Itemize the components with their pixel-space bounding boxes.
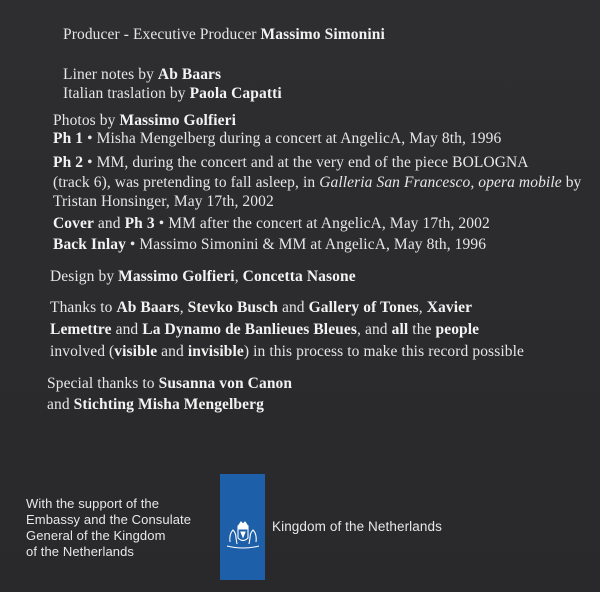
photo-2-credit-line1 bbox=[53, 153, 529, 173]
thanks-name: Lemettre bbox=[50, 321, 112, 338]
photo-1-credit bbox=[53, 129, 501, 149]
netherlands-emblem bbox=[220, 474, 265, 580]
special-and: and bbox=[47, 396, 74, 413]
royal-crest-icon bbox=[224, 520, 262, 550]
translation-prefix: Italian traslation by bbox=[63, 85, 186, 102]
photo-2-credit-line2 bbox=[53, 173, 581, 193]
cover-label: Cover bbox=[53, 215, 94, 232]
ph1-label: Ph 1 bbox=[53, 130, 84, 147]
cover-and: and bbox=[93, 215, 125, 232]
special-name-1: Susanna von Canon bbox=[158, 375, 293, 392]
support-line2: Embassy and the Consulate bbox=[26, 512, 192, 527]
liner-name: Ab Baars bbox=[157, 66, 222, 83]
thanks-text: Thanks to bbox=[50, 299, 117, 316]
producer-name: Massimo Simonini bbox=[260, 26, 385, 43]
back-inlay-credit bbox=[53, 235, 486, 255]
ph2-line2-italic: Galleria San Francesco, opera mobile bbox=[319, 174, 562, 191]
thanks-name: Xavier bbox=[426, 299, 473, 316]
ph2-line1: • MM, during the concert and at the very end of the piece BOLOGNA bbox=[87, 154, 529, 171]
thanks-text: and bbox=[278, 299, 309, 316]
ph1-text: • Misha Mengelberg during a concert at AngelicA, May 8th, 1996 bbox=[87, 130, 502, 147]
special-thanks-line2 bbox=[47, 395, 264, 415]
back-inlay-label: Back Inlay bbox=[53, 236, 126, 253]
back-inlay-text: • Massimo Simonini & MM at AngelicA, May 8th, 1996 bbox=[125, 236, 487, 253]
thanks-text: involved ( bbox=[50, 343, 115, 360]
cover-text: • MM after the concert at AngelicA, May 17th, 2002 bbox=[154, 215, 490, 232]
producer-prefix: Producer - Executive Producer bbox=[63, 26, 257, 43]
thanks-text: the bbox=[408, 321, 436, 338]
ph3-label: Ph 3 bbox=[124, 215, 155, 232]
kingdom-label: Kingdom of the Netherlands bbox=[272, 519, 442, 534]
design-prefix: Design by bbox=[50, 268, 115, 285]
special-name-2: Stichting Misha Mengelberg bbox=[73, 396, 264, 413]
thanks-name: Stevko Busch bbox=[187, 299, 278, 316]
thanks-name: all bbox=[391, 321, 409, 338]
thanks-line3 bbox=[50, 342, 524, 362]
ph2-line3: Tristan Honsinger, May 17th, 2002 bbox=[53, 193, 274, 210]
liner-prefix: Liner notes by bbox=[63, 66, 154, 83]
thanks-name: Ab Baars bbox=[116, 299, 180, 316]
support-line3: General of the Kingdom bbox=[26, 528, 166, 543]
liner-notes-credit bbox=[63, 65, 221, 85]
thanks-name: people bbox=[435, 321, 480, 338]
thanks-name: invisible bbox=[187, 343, 244, 360]
thanks-name: La Dynamo de Banlieues Bleues bbox=[142, 321, 358, 338]
design-name-2: Concetta Nasone bbox=[242, 268, 356, 285]
thanks-name: Gallery of Tones bbox=[308, 299, 419, 316]
design-sep: , bbox=[234, 268, 243, 285]
photos-name: Massimo Golfieri bbox=[119, 112, 237, 129]
cover-credit bbox=[53, 214, 490, 234]
thanks-text: ) in this process to make this record possible bbox=[243, 343, 524, 360]
translation-name: Paola Capatti bbox=[189, 85, 282, 102]
design-name-1: Massimo Golfieri bbox=[118, 268, 235, 285]
photos-prefix: Photos by bbox=[53, 112, 116, 129]
special-thanks-line1 bbox=[47, 374, 292, 394]
design-credit bbox=[50, 267, 356, 287]
translation-credit bbox=[63, 84, 282, 104]
photos-credit bbox=[53, 111, 236, 131]
thanks-line2 bbox=[50, 320, 479, 340]
thanks-text: , bbox=[179, 299, 188, 316]
thanks-text: and bbox=[111, 321, 143, 338]
producer-credit bbox=[63, 25, 385, 45]
special-prefix: Special thanks to bbox=[47, 375, 155, 392]
support-line1: With the support of the bbox=[26, 496, 160, 511]
ph2-line2b: by bbox=[561, 174, 582, 191]
thanks-text: and bbox=[157, 343, 188, 360]
ph2-label: Ph 2 bbox=[53, 154, 84, 171]
thanks-text: , bbox=[418, 299, 427, 316]
thanks-line1 bbox=[50, 298, 472, 318]
thanks-text: , and bbox=[357, 321, 392, 338]
support-line4: of the Netherlands bbox=[26, 544, 135, 559]
ph2-line2a: (track 6), was pretending to fall asleep, in bbox=[53, 174, 320, 191]
photo-2-credit-line3 bbox=[53, 192, 274, 212]
thanks-name: visible bbox=[114, 343, 158, 360]
